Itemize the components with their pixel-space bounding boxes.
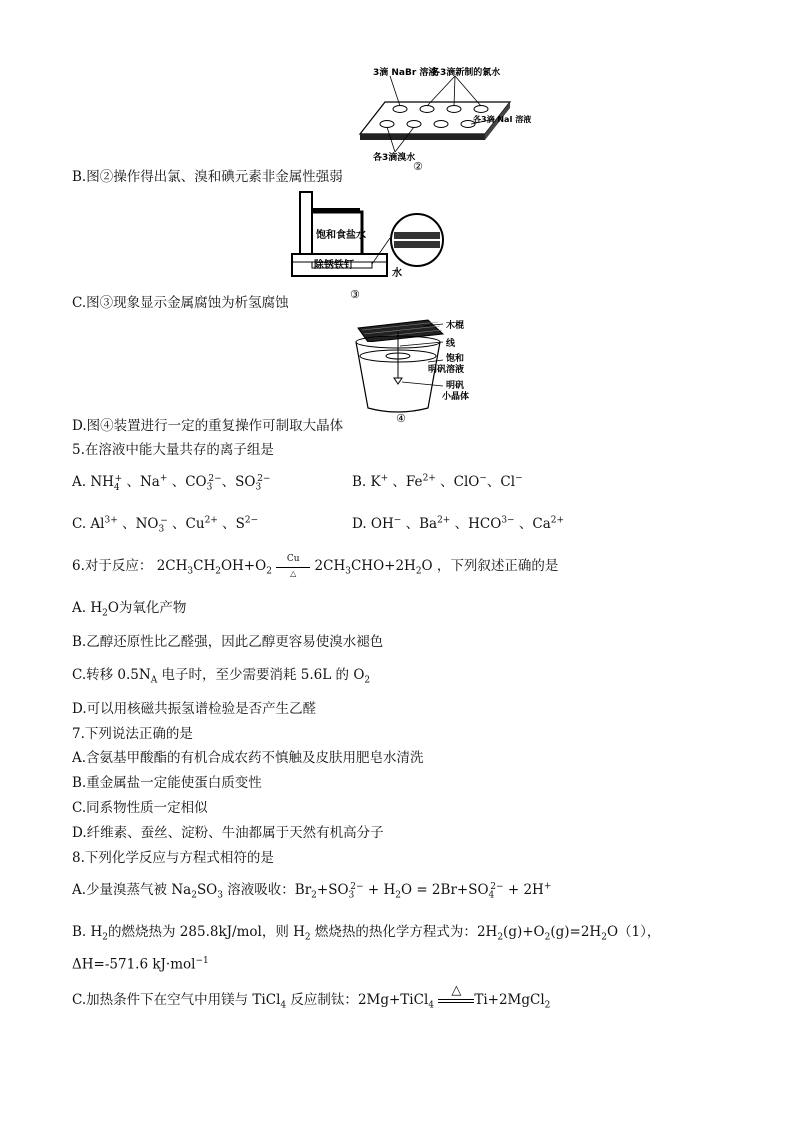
option-d-figure-4: D.图④装置进行一定的重复操作可制取大晶体 — [72, 418, 344, 434]
label-thread: 线 — [446, 339, 456, 349]
q8-heat-equals — [438, 982, 474, 1003]
q6-option-c: C.转移 $0.5N_A$ 电子时，至少需要消耗 5.6L 的 $O_2$ — [72, 667, 371, 686]
label-saturated-brine: 饱和食盐水 — [316, 230, 366, 241]
question-5: 5.在溶液中能大量共存的离子组是 — [72, 442, 274, 458]
figure-3-number: ③ — [350, 288, 360, 301]
label-small-crystal: 小晶体 — [442, 392, 470, 402]
q5-option-b: B. K+ 、$Fe^{2+}$ 、ClO−、Cl− — [352, 473, 523, 490]
label-nai: 各3滴 NaI 溶液 — [473, 115, 532, 124]
label-stick: 木棍 — [446, 321, 465, 331]
label-alum-solution: 明矾溶液 — [428, 365, 465, 375]
q6-prefix: 6.对于反应： — [72, 558, 153, 574]
q6-catalyst: Cu — [286, 554, 300, 564]
question-7: 7.下列说法正确的是 — [72, 726, 193, 742]
q6-option-d: D.可以用核磁共振氢谱检验是否产生乙醛 — [72, 701, 317, 717]
option-b-figure-2: B.图②操作得出氯、溴和碘元素非金属性强弱 — [72, 169, 343, 185]
q6-suffix: ，下列叙述正确的是 — [436, 558, 559, 574]
figure-4-crystal — [348, 316, 478, 426]
q8-option-b-enthalpy: ΔH=-571.6 kJ·mol$^{-1}$ — [72, 956, 209, 973]
q5-option-d: D. OH− 、$Ba^{2+}$ 、$HCO^{3-}$ 、$Ca^{2+}$ — [352, 515, 565, 532]
option-c-figure-3: C.图③现象显示金属腐蚀为析氢腐蚀 — [72, 295, 289, 311]
figure-3-corrosion — [292, 190, 442, 302]
label-iron-nail: 除锈铁钉 — [314, 260, 354, 271]
q8-heat: △ — [451, 982, 462, 998]
label-bromine-water: 各3滴溴水 — [373, 153, 416, 163]
q6-option-b: B.乙醇还原性比乙醛强，因此乙醇更容易使溴水褪色 — [72, 634, 384, 650]
q7-option-d: D.纤维素、蚕丝、淀粉、牛油都属于天然有机高分子 — [72, 825, 384, 841]
q7-option-a: A.含氨基甲酸酯的有机合成农药不慎触及皮肤用肥皂水清洗 — [72, 750, 424, 766]
figure-2-number: ② — [413, 160, 423, 173]
question-6: 6.对于反应： $2CH_3CH_2OH+O_2$ Cu △ $2CH_3CHO+2H_2O$ ，下列叙述正确的是 — [72, 554, 559, 578]
figure-2-well-plate — [355, 64, 532, 173]
q6-option-a: A. $H_2O$为氧化产物 — [72, 600, 187, 619]
q7-option-b: B.重金属盐一定能使蛋白质变性 — [72, 775, 262, 791]
q8-option-a: A.少量溴蒸气被 $Na_2SO_3$ 溶液吸收：$Br_2+SO_3^{2-} + H_2O = 2Br+SO_4^{2-} + 2H^+$ — [72, 881, 552, 901]
q6-heat: △ — [290, 569, 297, 578]
label-nabr: 3滴 NaBr 溶液 — [373, 68, 438, 78]
label-alum: 明矾 — [446, 381, 465, 391]
label-saturated: 饱和 — [446, 354, 465, 364]
q5-option-c: C. $Al^{3+}$ 、$NO_3^-$ 、$Cu^{2+}$ 、$S^{2-}$ — [72, 515, 259, 535]
figure-4-number: ④ — [396, 412, 406, 425]
q7-option-c: C.同系物性质一定相似 — [72, 800, 208, 816]
q5-option-a: A. $NH_4^+$ 、Na+ 、$CO_3^{2-}$、$SO_3^{2-}$ — [72, 473, 271, 493]
label-chlorine-water: 各3滴新制的氯水 — [431, 68, 501, 78]
label-water: 水 — [392, 268, 402, 279]
q8-option-c: C.加热条件下在空气中用镁与 TiCl$_4$ 反应制钛：2Mg+TiCl$_4$ △ Ti+2MgCl$_2$ — [72, 982, 551, 1011]
question-8: 8.下列化学反应与方程式相符的是 — [72, 850, 274, 866]
q8-option-b: B. $H_2$的燃烧热为 285.8kJ/mol，则 $H_2$ 燃烧热的热化学方程式为：$2H_2(g)+O_2(g)=2H_2O(1)$， — [72, 924, 661, 943]
q6-reaction-arrow — [276, 554, 310, 578]
